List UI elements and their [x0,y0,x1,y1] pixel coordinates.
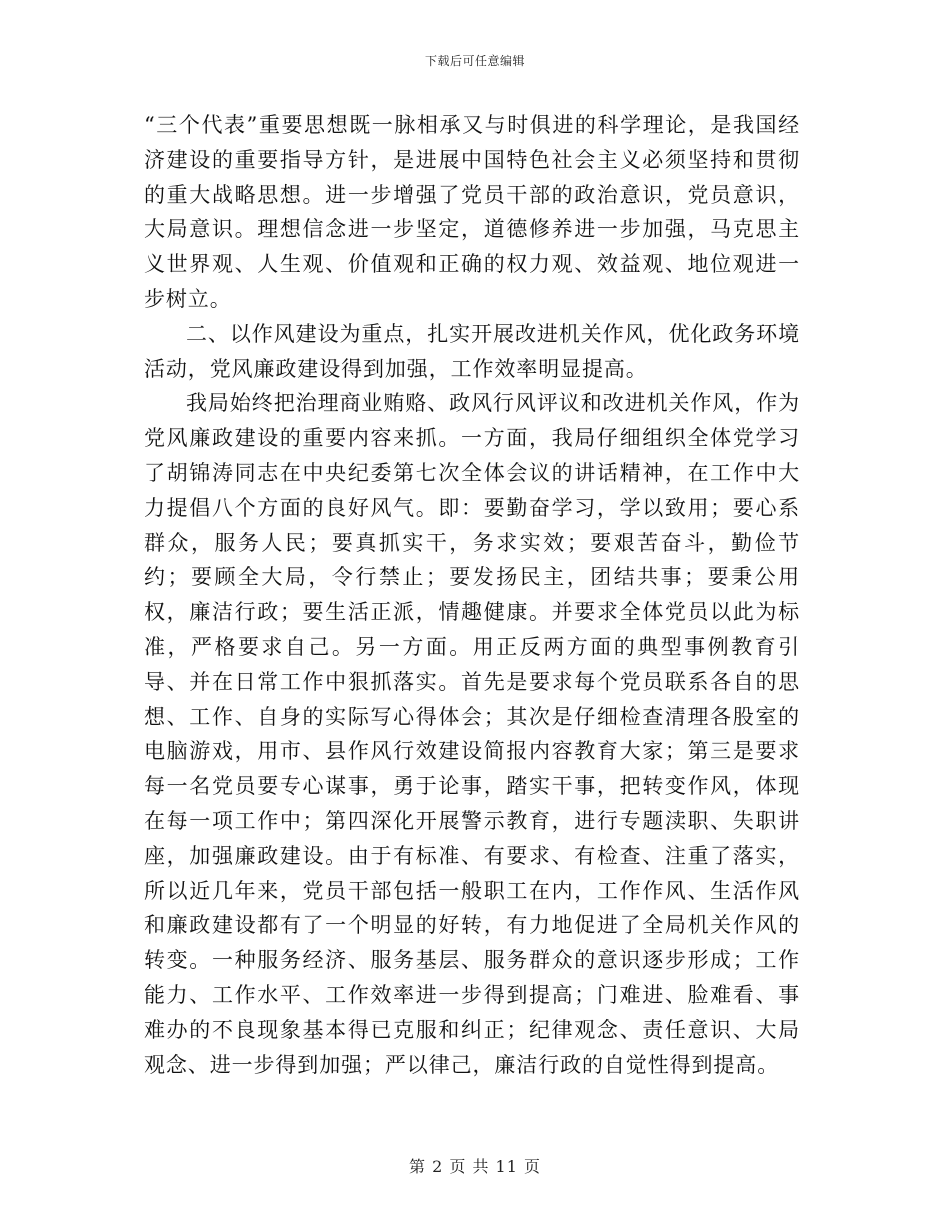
page-header: 下载后可任意编辑 [424,54,525,68]
paragraph-main: 我局始终把治理商业贿赂、政风行风评议和改进机关作风，作为党风廉政建设的重要内容来抓。一方面，我局仔细组织全体党学习了胡锦涛同志在中央纪委第七次全体会议的讲话精神，在工作中大力提倡八个方面的良好风气。即：要勤奋学习，学以致用；要心系群众，服务人民；要真抓实干，务求实效；要艰苦奋斗，勤俭节约；要顾全大局，令行禁止；要发扬民主，团结共事；要秉公用权，廉洁行政；要生活正派，情趣健康。并要求全体党员以此为标准，严格要求自己。另一方面。用正反两方面的典型事例教育引导、并在日常工作中狠抓落实。首先是要求每个党员联系各自的思想、工作、自身的实际写心得体会；其次是仔细检查清理各股室的电脑游戏，用市、县作风行效建设简报内容教育大家；第三是要求每一名党员要专心谋事，勇于论事，踏实干事，把转变作风，体现在每一项工作中；第四深化开展警示教育，进行专题渎职、失职讲座，加强廉政建设。由于有标准、有要求、有检查、注重了落实，所以近几年来，党员干部包括一般职工在内，工作作风、生活作风和廉政建设都有了一个明显的好转，有力地促进了全局机关作风的转变。一种服务经济、服务基层、服务群众的意识逐步形成；工作能力、工作水平、工作效率进一步得到提高；门难进、脸难看、事难办的不良现象基本得已克服和纠正；纪律观念、责任意识、大局观念、进一步得到加强；严以律己，廉洁行政的自觉性得到提高。 [144,391,800,1077]
page-number-footer: 第 2 页 共 11 页 [409,1157,541,1176]
document-body [144,108,800,1082]
paragraph-section-heading: 二、以作风建设为重点，扎实开展改进机关作风，优化政务环境活动，党风廉政建设得到加强，工作效率明显提高。 [144,321,800,381]
paragraph-continued: “三个代表”重要思想既一脉相承又与时俱进的科学理论，是我国经济建设的重要指导方针，是进展中国特色社会主义必须坚持和贯彻的重大战略思想。进一步增强了党员干部的政治意识，党员意识，大局意识。理想信念进一步坚定，道德修养进一步加强，马克思主义世界观、人生观、价值观和正确的权力观、效益观、地位观进一步树立。 [144,113,800,311]
